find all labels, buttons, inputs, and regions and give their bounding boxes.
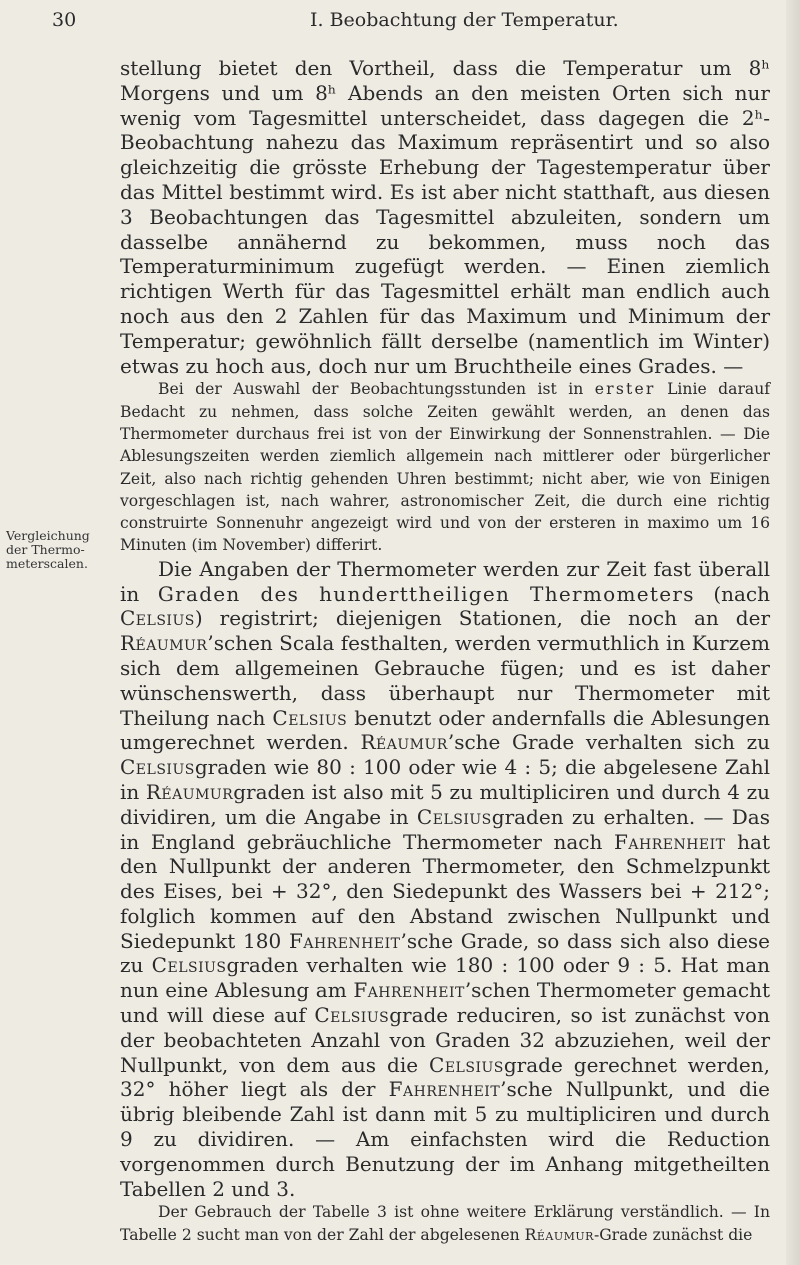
margin-note-line: der Thermo-: [6, 542, 85, 557]
margin-note-line: meterscalen.: [6, 556, 88, 571]
page-edge-shadow: [786, 0, 800, 1265]
margin-note: [6, 529, 116, 571]
page-number: 30: [52, 9, 77, 31]
emphasis: Graden des hunderttheiligen Thermometers: [157, 581, 695, 606]
name-celsius: Celsius: [120, 755, 195, 780]
margin-note-line: Vergleichung: [6, 528, 90, 543]
name-fahrenheit: Fahrenheit: [388, 1077, 501, 1102]
name-fahrenheit: Fahrenheit: [288, 928, 401, 953]
name-reaumur: Réaumur: [120, 631, 208, 656]
name-celsius: Celsius: [314, 1003, 390, 1028]
emphasis: erster: [594, 380, 656, 399]
running-title: I. Beobachtung der Temperatur.: [310, 9, 619, 31]
name-fahrenheit: Fahrenheit: [614, 829, 726, 854]
name-celsius: Celsius: [120, 606, 195, 631]
name-celsius: Celsius: [416, 804, 492, 829]
name-celsius: Celsius: [151, 953, 227, 978]
page-header: [52, 8, 770, 32]
name-reaumur: Réaumur: [145, 779, 234, 804]
name-celsius: Celsius: [429, 1052, 504, 1077]
small-note-1: Bei der Auswahl der Beobachtungsstunden ist in erster Linie darauf Bedacht zu nehmen, dass solche Zeiten gewählt werden, an denen das Thermometer durchaus frei ist von der Einwirkung der Sonnenstrahlen. — Die Ablesungszeiten werden ziemlich allgemein nach mittlerer oder bürgerlicher Zeit, also nach richtig gehenden Uhren bestimmt; nicht aber, wie von Einigen vorgeschlagen ist, nach wahrer, astronomischer Zeit, die durch eine richtig construirte Sonnenuhr angezeigt wird und von der ersteren in maximo um 16 Minuten (im November) differirt.: [120, 380, 771, 555]
name-fahrenheit: Fahrenheit: [353, 978, 465, 1003]
name-celsius: Celsius: [272, 705, 348, 730]
paragraph-2: Die Angaben der Thermometer werden zur Zeit fast überall in Graden des hunderttheiligen Thermometers (nach Celsius) registrirt; diejenigen Stationen, die noch an der Réaumur’schen Scala festhalten, werden vermuthlich in Kurzem sich dem allgemeinen Gebrauche fügen; und es ist daher wünschenswerth, dass überhaupt nur Thermometer mit Theilung nach Celsius benutzt oder andernfalls die Ablesungen umgerechnet werden. Réaumur’sche Grade verhalten sich zu Celsiusgraden wie 80 : 100 oder wie 4 : 5; die abgelesene Zahl in Réaumurgraden ist also mit 5 zu multipliciren und durch 4 zu dividiren, um die Angabe in Celsiusgraden zu erhalten. — Das in England gebräuchliche Thermometer nach Fahrenheit hat den Nullpunkt der anderen Thermometer, den Schmelzpunkt des Eises, bei + 32°, den Siedepunkt des Wassers bei + 212°; folglich kommen auf den Abstand zwischen Nullpunkt und Siedepunkt 180 Fahrenheit’sche Grade, so dass sich also diese zu Celsiusgraden verhalten wie 180 : 100 oder 9 : 5. Hat man nun eine Ablesung am Fahrenheit’schen Thermometer gemacht und will diese auf Celsiusgrade reduciren, so ist zunächst von der beobachteten Anzahl von Graden 32 abzuziehen, weil der Nullpunkt, von dem aus die Celsiusgrade gerechnet werden, 32° höher liegt als der Fahrenheit’sche Nullpunkt, und die übrig bleibende Zahl ist dann mit 5 zu multipliciren und durch 9 zu dividiren. — Am einfachsten wird die Reduction vorgenommen durch Benutzung der im Anhang mitgetheilten Tabellen 2 und 3.: [120, 556, 771, 1201]
paragraph-1: stellung bietet den Vortheil, dass die Temperatur um 8ʰ Morgens und um 8ʰ Abends an den meisten Orten sich nur wenig vom Tagesmittel unterscheidet, dass dagegen die 2ʰ-Beobachtung nahezu das Maximum repräsentirt und so also gleichzeitig die grösste Erhebung der Tagestemperatur über das Mittel bestimmt wird. Es ist aber nicht statthaft, aus diesen 3 Beobachtungen das Tagesmittel abzuleiten, sondern um dasselbe annähernd zu bekommen, muss noch das Temperaturminimum zugefügt werden. — Einen ziemlich richtigen Werth für das Tagesmittel erhält man endlich auch noch aus den 2 Zahlen für das Maximum und Minimum der Temperatur; gewöhnlich fällt derselbe (namentlich im Winter) etwas zu hoch aus, doch nur um Bruchtheile eines Grades. —: [120, 56, 770, 378]
name-reaumur: Réaumur: [360, 730, 448, 755]
name-reaumur: Réaumur: [524, 1225, 594, 1244]
small-note-2: Der Gebrauch der Tabelle 3 ist ohne weitere Erklärung verständlich. — In Tabelle 2 sucht man von der Zahl der abgelesenen Réaumur-Grade zunächst die: [120, 1203, 770, 1244]
body-text: [120, 56, 770, 1246]
